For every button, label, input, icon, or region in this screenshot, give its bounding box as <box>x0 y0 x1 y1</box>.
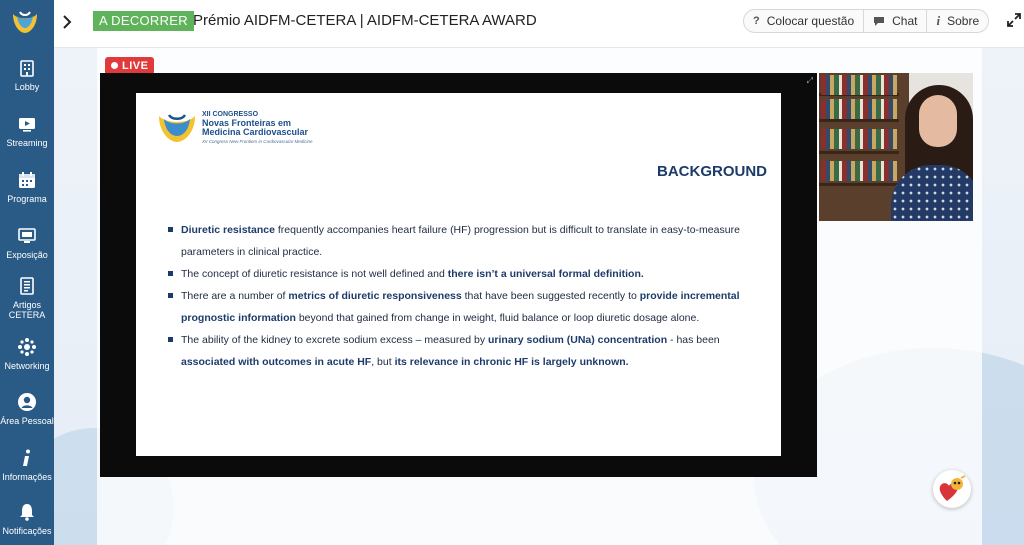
info-icon: i <box>936 13 941 28</box>
books <box>821 99 897 119</box>
slide-bullet-text: beyond that gained from change in weight, fluid balance or loop diuretic dosage alone. <box>295 312 700 324</box>
slide-bullet <box>166 285 766 329</box>
congress-logo-icon[interactable] <box>10 8 40 36</box>
building-icon <box>17 58 37 78</box>
slide-bullet-text: The ability of the kidney to excrete sodium excess – measured by <box>181 334 488 346</box>
slide-bullet-text: its relevance in chronic HF is largely unknown. <box>394 356 629 368</box>
sidebar-item-label: Networking <box>4 361 50 371</box>
bell-icon <box>17 502 37 522</box>
congress-subtitle: XII Congress New Frontiers in Cardiovascular Medicine <box>202 139 313 144</box>
congress-line2: Novas Fronteiras em <box>202 118 292 128</box>
sidebar-item-streaming[interactable] <box>0 114 54 148</box>
user-icon <box>17 392 37 412</box>
sidebar-item-networking[interactable] <box>0 337 54 371</box>
slide-bullet-text: , but <box>371 356 395 368</box>
chevron-right-icon[interactable] <box>60 14 74 30</box>
slide-bullet-text: that have been suggested recently to <box>461 290 640 302</box>
sidebar-item-label: Streaming <box>6 138 48 148</box>
presentation-slide <box>136 93 781 456</box>
sidebar-item-label: Lobby <box>14 82 40 92</box>
calendar-icon <box>17 170 37 190</box>
books <box>821 161 897 181</box>
sidebar-item-label: Área Pessoal <box>0 416 54 426</box>
video-player[interactable] <box>100 73 817 477</box>
congress-title <box>202 111 313 144</box>
question-icon: ? <box>753 15 760 27</box>
slide-bullet-text: frequently accompanies heart failure (HF) progression but is difficult to translate in easy-to-measure parameters in clinical practice. <box>181 224 740 258</box>
document-icon <box>17 276 37 296</box>
sidebar-item-exposicao[interactable] <box>0 226 54 260</box>
info-icon <box>17 448 37 468</box>
shelf <box>819 183 899 186</box>
slide-bullet <box>166 263 766 285</box>
ask-question-button[interactable] <box>744 10 864 32</box>
chat-button[interactable] <box>864 10 927 32</box>
chat-icon <box>873 16 885 27</box>
mascot-button[interactable] <box>933 470 971 508</box>
sidebar-item-lobby[interactable] <box>0 58 54 92</box>
speaker-body <box>891 165 973 221</box>
slide-bullet-text: - has been <box>667 334 720 346</box>
congress-logo-icon <box>156 109 198 145</box>
congress-line1: XII CONGRESSO <box>202 111 259 118</box>
slide-bullet-text: The concept of diuretic resistance is not well defined and <box>181 268 448 280</box>
sidebar-item-informacoes[interactable] <box>0 448 54 482</box>
slide-bullet-text: associated with outcomes in acute HF <box>181 356 372 368</box>
live-dot-icon <box>111 62 118 69</box>
speaker-camera[interactable] <box>819 73 973 221</box>
slide-bullets <box>166 219 766 373</box>
slide-bullet-text: metrics of diuretic responsiveness <box>288 290 462 302</box>
top-bar <box>54 0 1024 48</box>
sidebar-item-label: Notificações <box>2 526 52 536</box>
about-label: Sobre <box>947 14 980 28</box>
sidebar-item-label: Programa <box>7 194 47 204</box>
sidebar-item-label: Artigos CETERA <box>8 300 46 320</box>
slide-bullet <box>166 329 766 373</box>
shelf <box>819 151 899 154</box>
header-actions <box>743 9 989 33</box>
monitor-icon <box>17 226 37 246</box>
sidebar-item-notificacoes[interactable] <box>0 502 54 536</box>
heart-mascot-icon <box>937 475 967 503</box>
slide-heading: BACKGROUND <box>657 163 767 180</box>
slide-bullet-text: urinary sodium (UNa) concentration <box>488 334 668 346</box>
slide-bullet-text: provide incremental prognostic information <box>181 290 740 324</box>
slide-bullet-text: Diuretic resistance <box>181 224 275 236</box>
video-icon <box>17 114 37 134</box>
about-button[interactable] <box>927 10 988 32</box>
slide-bullet-text: There are a number of <box>181 290 289 302</box>
player-fullscreen-icon[interactable]: ⤢ <box>806 76 813 85</box>
sidebar-item-label: Informações <box>2 472 52 482</box>
sidebar-item-area-pessoal[interactable] <box>0 392 54 426</box>
shelf <box>819 119 899 122</box>
books <box>821 129 897 149</box>
sidebar-item-programa[interactable] <box>0 170 54 204</box>
ask-question-label: Colocar questão <box>766 14 855 28</box>
fullscreen-icon[interactable] <box>1006 12 1022 28</box>
chat-label: Chat <box>892 14 918 28</box>
slide-bullet-text: there isn’t a universal formal definition. <box>447 268 644 280</box>
congress-line3: Medicina Cardiovascular <box>202 127 309 137</box>
sidebar <box>0 0 54 545</box>
network-icon <box>17 337 37 357</box>
sidebar-item-label: Exposição <box>6 250 48 260</box>
books <box>821 75 897 95</box>
sidebar-item-artigos-cetera[interactable] <box>0 276 54 320</box>
slide-bullet <box>166 219 766 263</box>
speaker-face <box>919 95 957 147</box>
status-badge: A DECORRER <box>93 11 194 31</box>
live-label: LIVE <box>122 60 149 72</box>
page-title: Prémio AIDFM-CETERA | AIDFM-CETERA AWARD <box>193 12 537 29</box>
